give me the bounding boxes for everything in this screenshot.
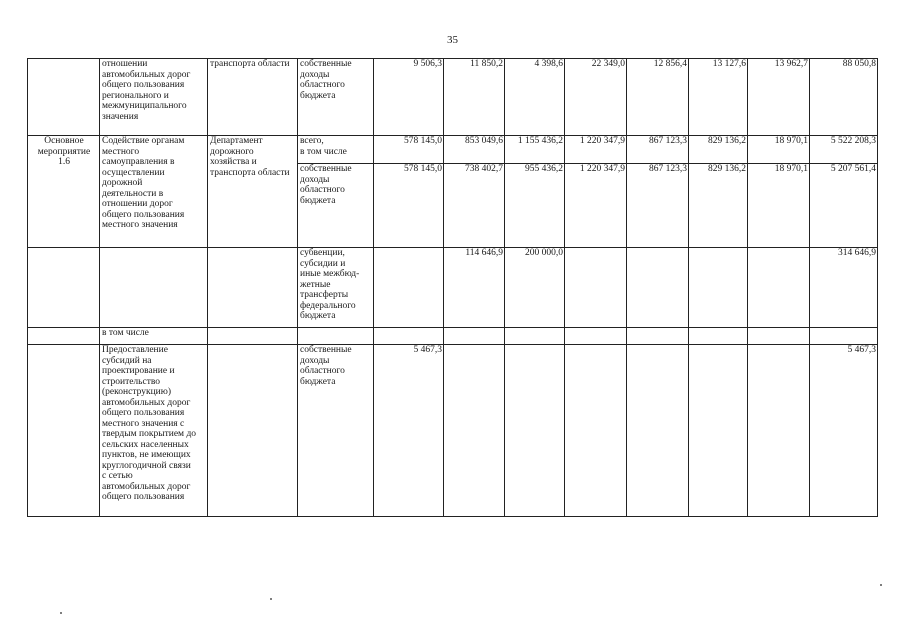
value-cell: [565, 328, 627, 345]
value-cell: [627, 328, 689, 345]
value-cell: 1 220 347,9: [565, 136, 627, 164]
value-cell: 200 000,0: [505, 248, 565, 328]
page-number: 35: [447, 34, 458, 46]
scan-speck: [60, 612, 62, 614]
value-cell: [505, 328, 565, 345]
value-cell: 867 123,3: [627, 136, 689, 164]
cell-c1: Основное мероприятие 1.6: [28, 136, 100, 248]
value-cell: 867 123,3: [627, 164, 689, 248]
value-cell: 578 145,0: [374, 164, 444, 248]
cell-c1: [28, 59, 100, 136]
cell-c1: [28, 345, 100, 517]
cell-c2: в том числе: [100, 328, 208, 345]
value-cell: [627, 248, 689, 328]
value-cell: 5 467,3: [374, 345, 444, 517]
cell-c3: Департамент дорожного хозяйства и транспорта области: [208, 136, 298, 248]
cell-c1: [28, 328, 100, 345]
cell-c1: [28, 248, 100, 328]
value-cell: 13 962,7: [748, 59, 810, 136]
value-cell: [689, 248, 748, 328]
cell-c2: [100, 248, 208, 328]
value-cell: 18 970,1: [748, 164, 810, 248]
value-cell: [374, 328, 444, 345]
value-cell: 829 136,2: [689, 164, 748, 248]
value-cell: [565, 345, 627, 517]
table-row: [28, 328, 878, 345]
value-cell: 114 646,9: [444, 248, 505, 328]
value-cell: [505, 345, 565, 517]
value-cell: 5 207 561,4: [810, 164, 878, 248]
value-cell: 738 402,7: [444, 164, 505, 248]
value-cell: 829 136,2: [689, 136, 748, 164]
value-cell: [748, 248, 810, 328]
value-cell: 314 646,9: [810, 248, 878, 328]
value-cell: 5 522 208,3: [810, 136, 878, 164]
value-cell: 13 127,6: [689, 59, 748, 136]
value-cell: [748, 345, 810, 517]
table-row: [28, 345, 878, 517]
cell-c4: всего, в том числе: [298, 136, 374, 164]
value-cell: 1 155 436,2: [505, 136, 565, 164]
cell-c4: собственные доходы областного бюджета: [298, 59, 374, 136]
cell-c2: Предоставление субсидий на проектирование и строительство (реконструкцию) автомобильных дорог общего пользования местного значения с твердым покрытием до сельских населенных пунктов, не имеющих круглогодичной связи с сетью автомобильных дорог общего пользования: [100, 345, 208, 517]
budget-table-body: [28, 59, 878, 517]
value-cell: [444, 328, 505, 345]
value-cell: 853 049,6: [444, 136, 505, 164]
table-row: [28, 136, 878, 164]
cell-c2: Содействие органам местного самоуправления в осуществлении дорожной деятельности в отношении дорог общего пользования местного значения: [100, 136, 208, 248]
scan-speck: [880, 584, 882, 586]
value-cell: 88 050,8: [810, 59, 878, 136]
value-cell: 11 850,2: [444, 59, 505, 136]
cell-c4: субвенции, субсидии и иные межбюд- жетные трансферты федерального бюджета: [298, 248, 374, 328]
cell-c4: собственные доходы областного бюджета: [298, 164, 374, 248]
value-cell: 4 398,6: [505, 59, 565, 136]
value-cell: [689, 328, 748, 345]
scan-speck: [270, 598, 272, 600]
value-cell: 18 970,1: [748, 136, 810, 164]
value-cell: 12 856,4: [627, 59, 689, 136]
cell-c2: отношении автомобильных дорог общего пользования регионального и межмуниципального значения: [100, 59, 208, 136]
value-cell: 5 467,3: [810, 345, 878, 517]
cell-c4: собственные доходы областного бюджета: [298, 345, 374, 517]
value-cell: [444, 345, 505, 517]
cell-c3: [208, 345, 298, 517]
cell-c3: [208, 248, 298, 328]
table-row: [28, 59, 878, 136]
value-cell: [565, 248, 627, 328]
value-cell: 22 349,0: [565, 59, 627, 136]
value-cell: 1 220 347,9: [565, 164, 627, 248]
value-cell: 9 506,3: [374, 59, 444, 136]
value-cell: [627, 345, 689, 517]
cell-c4: [298, 328, 374, 345]
table-row: [28, 248, 878, 328]
value-cell: 578 145,0: [374, 136, 444, 164]
value-cell: [689, 345, 748, 517]
cell-c3: транспорта области: [208, 59, 298, 136]
value-cell: [374, 248, 444, 328]
value-cell: [810, 328, 878, 345]
value-cell: [748, 328, 810, 345]
value-cell: 955 436,2: [505, 164, 565, 248]
cell-c3: [208, 328, 298, 345]
budget-table: [27, 58, 878, 517]
